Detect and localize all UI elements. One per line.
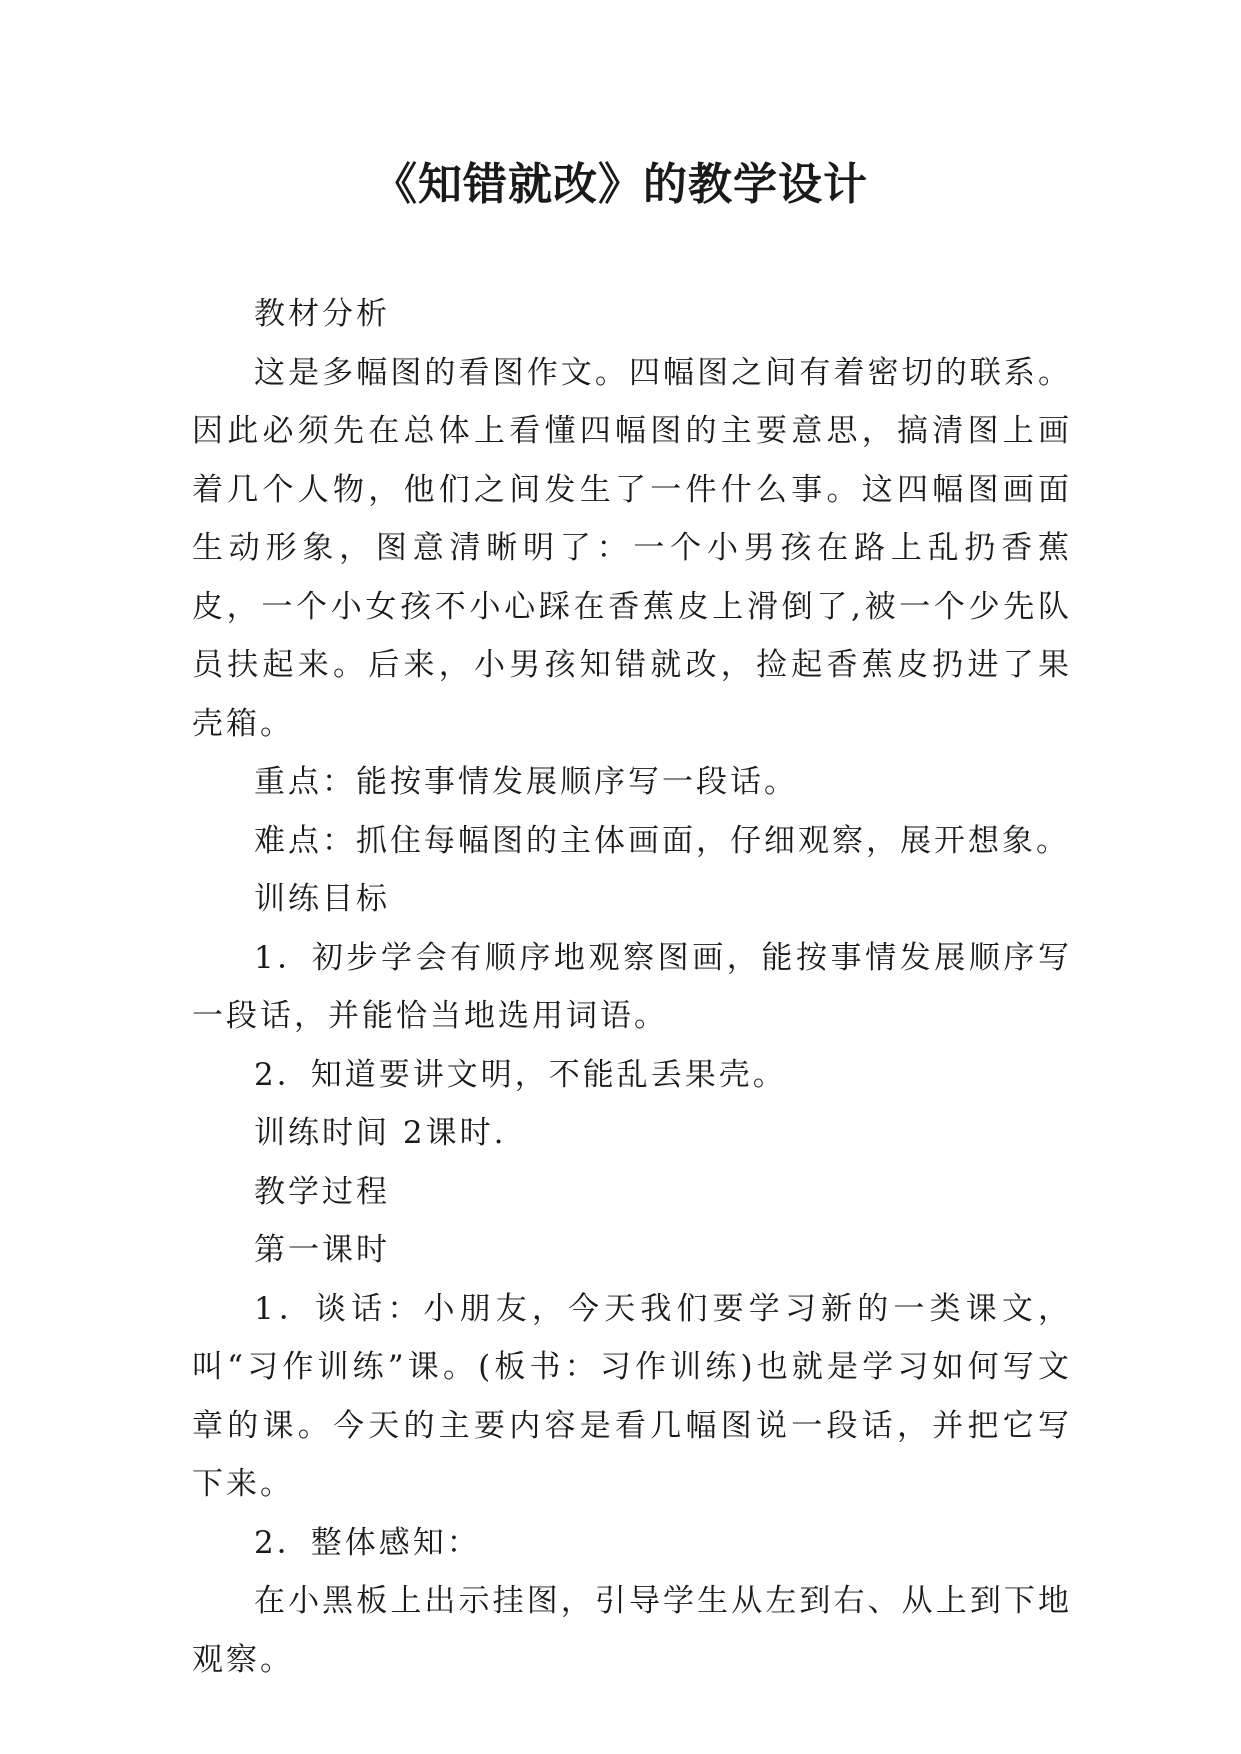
paragraph-step-2: 2．整体感知：: [254, 1524, 481, 1561]
paragraph-step-1: 1．谈话：小朋友，今天我们要学习新的一类课文，叫“习作训练”课。(板书：习作训练)也就是学习如何写文章的课。今天的主要内容是看几幅图说一段话，并把它写下来。: [192, 1290, 1072, 1502]
heading-training-goals: 训练目标: [254, 881, 390, 917]
paragraph-goal-1: 1．初步学会有顺序地观察图画，能按事情发展顺序写一段话，并能恰当地选用词语。: [192, 939, 1072, 1034]
heading-teaching-process: 教学过程: [254, 1173, 390, 1210]
paragraph-goal-2: 2．知道要讲文明，不能乱丢果壳。: [254, 1056, 787, 1093]
paragraph-training-time: 训练时间 2课时.: [254, 1115, 507, 1151]
document-body: [192, 285, 1072, 1689]
document-title: 《知错就改》的教学设计: [373, 159, 868, 210]
paragraph-step-2-detail: 在小黑板上出示挂图，引导学生从左到右、从上到下地观察。: [192, 1583, 1072, 1678]
heading-first-lesson: 第一课时: [254, 1232, 390, 1268]
paragraph-difficulty: 难点：抓住每幅图的主体画面，仔细观察，展开想象。: [254, 822, 1070, 859]
paragraph-key-point: 重点：能按事情发展顺序写一段话。: [254, 764, 798, 800]
paragraph-analysis: 这是多幅图的看图作文。四幅图之间有着密切的联系。因此必须先在总体上看懂四幅图的主要意思，搞清图上画着几个人物，他们之间发生了一件什么事。这四幅图画面生动形象，图意清晰明了：一个小男孩在路上乱扔香蕉皮，一个小女孩不小心踩在香蕉皮上滑倒了,被一个少先队员扶起来。后来，小男孩知错就改，捡起香蕉皮扔进了果壳箱。: [192, 354, 1072, 742]
heading-textbook-analysis: 教材分析: [254, 296, 390, 332]
